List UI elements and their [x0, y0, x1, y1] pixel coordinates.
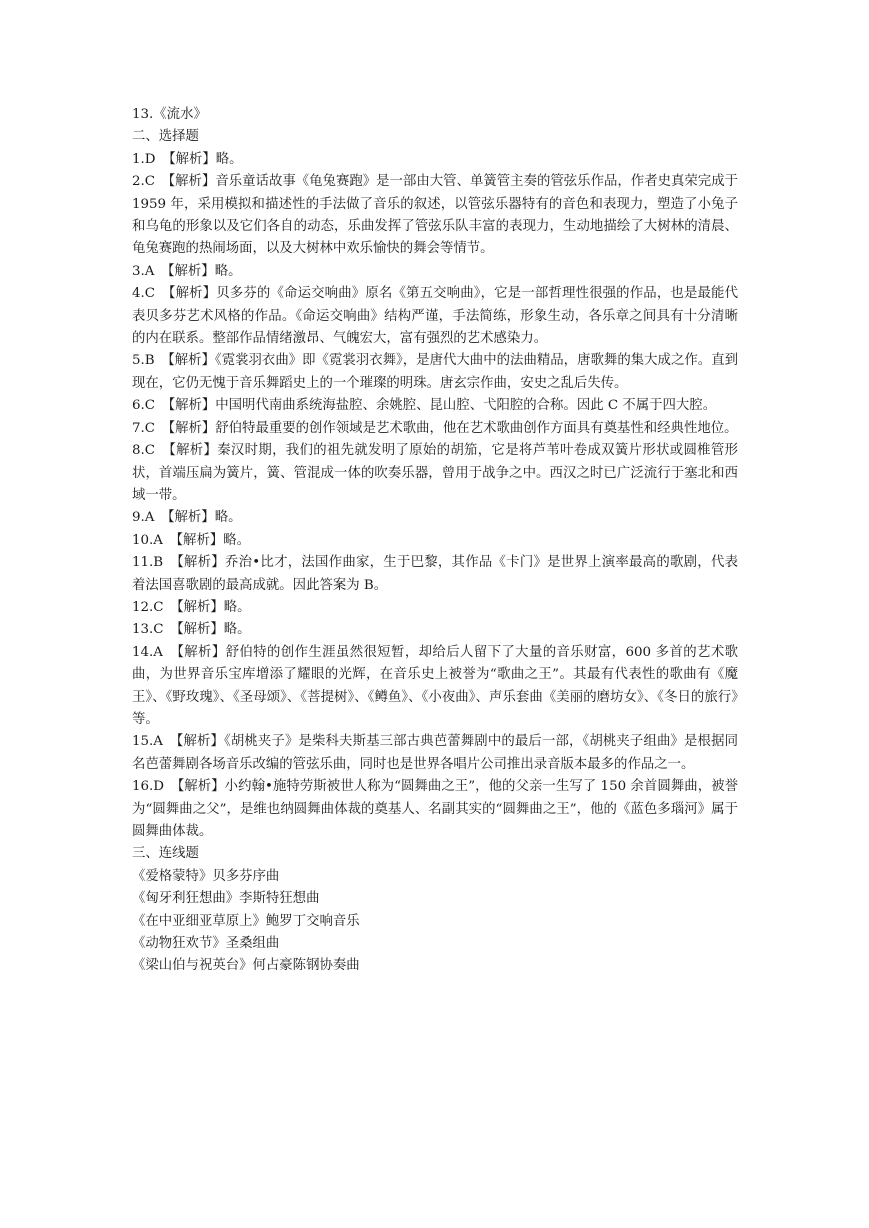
matching-item-5: 《梁山伯与祝英台》何占豪陈钢协奏曲: [132, 958, 360, 974]
section-heading-multiple-choice: 二、选择题: [132, 129, 199, 145]
choice-answer-3: 3.A 【解析】略。: [132, 263, 242, 279]
choice-answer-12: 12.C 【解析】略。: [132, 599, 251, 615]
choice-answer-8: 8.C 【解析】秦汉时期，我们的祖先就发明了原始的胡笳，它是将芦苇叶卷成双簧片形状或圆椎管形状，首端压扁为簧片，簧、管混成一体的吹奏乐器，曾用于战争之中。西汉之时已广泛流行于塞北和西域一带。: [132, 443, 738, 503]
choice-answer-14: 14.A 【解析】舒伯特的创作生涯虽然很短暂，却给后人留下了大量的音乐财富，600 多首的艺术歌曲，为世界音乐宝库增添了耀眼的光辉，在音乐史上被誉为“歌曲之王”。其最有代表性的歌曲有《魔王》、《野玫瑰》、《圣母颂》、《菩提树》、《鳟鱼》、《小夜曲》、声乐套曲《美丽的磨坊女》、《冬日的旅行》等。: [132, 644, 738, 727]
answer-13-liushui: 13.《流水》: [132, 107, 207, 122]
choice-answer-6: 6.C 【解析】中国明代南曲系统海盐腔、余姚腔、昆山腔、弋阳腔的合称。因此 C 不属于四大腔。: [132, 398, 717, 414]
choice-answer-2: 2.C 【解析】音乐童话故事《龟兔赛跑》是一部由大管、单簧管主奏的管弦乐作品，作者史真荣完成于 1959 年，采用模拟和描述性的手法做了音乐的叙述，以管弦乐器特有的音色和表现力，塑造了小兔子和乌龟的形象以及它们各自的动态，乐曲发挥了管弦乐队丰富的表现力，生动地描绘了大树林的清晨、龟兔赛跑的热闹场面，以及大树林中欢乐愉快的舞会等情节。: [132, 174, 738, 257]
matching-item-3: 《在中亚细亚草原上》鲍罗丁交响音乐: [132, 913, 360, 929]
choice-answer-1: 1.D 【解析】略。: [132, 151, 243, 167]
matching-item-2: 《匈牙利狂想曲》李斯特狂想曲: [132, 891, 320, 907]
section-heading-matching: 三、连线题: [132, 846, 199, 862]
answer-document: [132, 104, 738, 978]
choice-answer-15: 15.A 【解析】《胡桃夹子》是柴科夫斯基三部古典芭蕾舞剧中的最后一部，《胡桃夹子组曲》是根据同名芭蕾舞剧各场音乐改编的管弦乐曲，同时也是世界各唱片公司推出录音版本最多的作品之一。: [132, 734, 738, 772]
matching-item-4: 《动物狂欢节》圣桑组曲: [132, 936, 280, 952]
choice-answer-7: 7.C 【解析】舒伯特最重要的创作领域是艺术歌曲，他在艺术歌曲创作方面具有奠基性和经典性地位。: [132, 420, 738, 436]
choice-answer-11: 11.B 【解析】乔治•比才，法国作曲家，生于巴黎，其作品《卡门》是世界上演率最高的歌剧，代表着法国喜歌剧的最高成就。因此答案为 B。: [132, 555, 738, 593]
choice-answer-10: 10.A 【解析】略。: [132, 532, 250, 548]
choice-answer-5: 5.B 【解析】《霓裳羽衣曲》即《霓裳羽衣舞》，是唐代大曲中的法曲精品，唐歌舞的集大成之作。直到现在，它仍无愧于音乐舞蹈史上的一个璀璨的明珠。唐玄宗作曲，安史之乱后失传。: [132, 353, 738, 391]
choice-answer-16: 16.D 【解析】小约翰•施特劳斯被世人称为“圆舞曲之王”，他的父亲一生写了 150 余首圆舞曲，被誉为“圆舞曲之父”，是维也纳圆舞曲体裁的奠基人、名副其实的“圆舞曲之王”，他的《蓝色多瑙河》属于圆舞曲体裁。: [132, 779, 738, 839]
matching-item-1: 《爱格蒙特》贝多芬序曲: [132, 868, 280, 884]
choice-answer-4: 4.C 【解析】贝多芬的《命运交响曲》原名《第五交响曲》，它是一部哲理性很强的作品，也是最能代表贝多芬艺术风格的作品。《命运交响曲》结构严谨，手法简练，形象生动，各乐章之间具有十分清晰的内在联系。整部作品情绪激昂、气魄宏大，富有强烈的艺术感染力。: [132, 286, 738, 347]
choice-answer-13: 13.C 【解析】略。: [132, 622, 251, 638]
choice-answer-9: 9.A 【解析】略。: [132, 510, 242, 526]
